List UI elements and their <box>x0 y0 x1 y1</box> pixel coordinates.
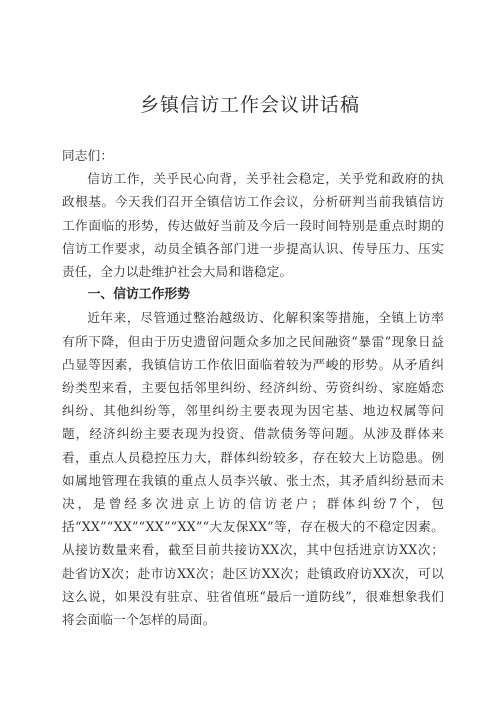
intro-paragraph: 信访工作，关乎民心向背，关乎社会稳定，关乎党和政府的执政根基。今天我们召开全镇信访工作会议，分析研判当前我镇信访工作面临的形势，传达做好当前及今后一段时间特别是重点时期的信访工作要求，动员全镇各部门进一步提高认识、传导压力、压实责任，全力以赴维护社会大局和谐稳定。 <box>62 171 444 280</box>
salutation: 同志们： <box>62 148 114 163</box>
document-title: 乡镇信访工作会议讲话稿 <box>139 94 360 116</box>
document-body <box>62 144 444 631</box>
situation-paragraph: 近年来，尽管通过整治越级访、化解积案等措施，全镇上访率有所下降，但由于历史遗留问题众多加之民间融资“暴雷”现象日益凸显等因素，我镇信访工作依旧面临着较为严峻的形势。从矛盾纠纷类型来看，主要包括邻里纠纷、经济纠纷、劳资纠纷、家庭婚恋纠纷、其他纠纷等，邻里纠纷主要表现为因宅基、地边权属等问题，经济纠纷主要表现为投资、借款债务等问题。从涉及群体来看，重点人员稳控压力大，群体纠纷较多，存在较大上访隐患。例如属地管理在我镇的重点人员李兴敏、张士杰，其矛盾纠纷悬而未决，是曾经多次进京上访的信访老户；群体纠纷7个，包括“XX”“XX”“XX”“XX”“大友保XX”等，存在极大的不稳定因素。从接访数量来看，截至目前共接访XX次，其中包括进京访XX次；赴省访X次；赴市访XX次；赴区访XX次；赴镇政府访XX次，可以这么说，如果没有驻京、驻省值班“最后一道防线”，很难想象我们将会面临一个怎样的局面。 <box>62 310 444 628</box>
section-heading-situation: 一、信访工作形势 <box>87 287 190 303</box>
